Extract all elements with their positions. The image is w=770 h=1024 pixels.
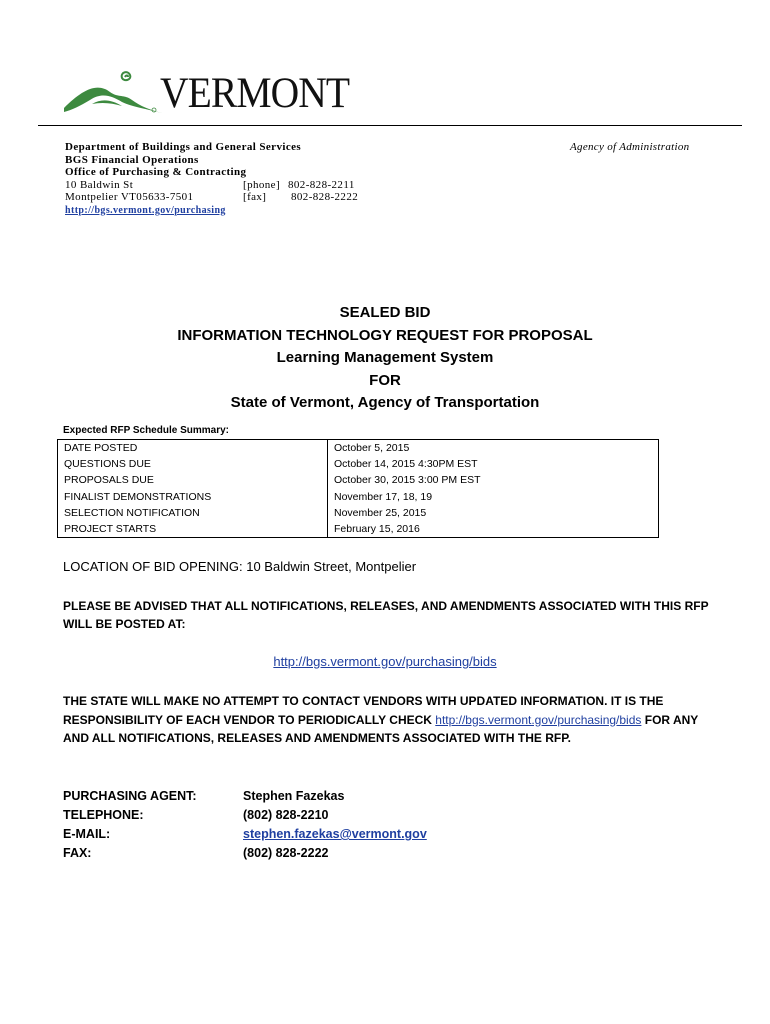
fax-row [63, 844, 329, 863]
schedule-row [58, 505, 659, 521]
telephone-row [63, 806, 329, 825]
schedule-date: October 30, 2015 3:00 PM EST [328, 472, 659, 488]
street: 10 Baldwin St [65, 178, 134, 191]
office-name: Office of Purchasing & Contracting [65, 166, 247, 178]
schedule-table [57, 439, 659, 538]
contact-block [63, 787, 427, 863]
title-line-5: State of Vermont, Agency of Transportation [230, 394, 540, 411]
email-link[interactable]: stephen.fazekas@vermont.gov [243, 827, 427, 841]
schedule-date: October 5, 2015 [328, 440, 659, 457]
schedule-date: November 17, 18, 19 [328, 489, 659, 505]
schedule-row [58, 489, 659, 505]
document-title [0, 302, 770, 415]
telephone-value: (802) 828-2210 [243, 808, 329, 822]
title-line-2: INFORMATION TECHNOLOGY REQUEST FOR PROPOSAL [177, 326, 593, 344]
schedule-item: QUESTIONS DUE [58, 456, 328, 472]
agent-label: PURCHASING AGENT: [63, 789, 197, 803]
title-line-1: SEALED BID [339, 304, 431, 321]
schedule-label: Expected RFP Schedule Summary: [63, 425, 229, 436]
title-line-3: Learning Management System [276, 349, 494, 366]
responsibility-notice [63, 692, 723, 748]
fax-value: (802) 828-2222 [243, 846, 329, 860]
schedule-date: October 14, 2015 4:30PM EST [328, 456, 659, 472]
notice-text-2: FOR ANY AND ALL NOTIFICATIONS, RELEASES AND AMENDMENTS ASSOCIATED WITH THE RFP. [63, 712, 699, 745]
city-row [65, 191, 359, 204]
agent-name: Stephen Fazekas [243, 789, 345, 803]
division-name: BGS Financial Operations [65, 153, 199, 166]
schedule-item: PROJECT STARTS [58, 521, 328, 538]
schedule-item: SELECTION NOTIFICATION [58, 505, 328, 521]
schedule-row [58, 456, 659, 472]
bid-opening-location: LOCATION OF BID OPENING: 10 Baldwin Street, Montpelier [63, 559, 417, 574]
advisory-notice: PLEASE BE ADVISED THAT ALL NOTIFICATIONS, RELEASES, AND AMENDMENTS ASSOCIATED WITH THIS RFP WILL BE POSTED AT: [63, 599, 709, 631]
email-row [63, 825, 427, 844]
mountain-icon [64, 88, 162, 113]
schedule-row [58, 472, 659, 488]
notice-bids-link[interactable]: http://bgs.vermont.gov/purchasing/bids [435, 712, 642, 727]
city: Montpelier VT05633-7501 [65, 191, 194, 203]
email-label: E-MAIL: [63, 827, 111, 841]
phone: 802-828-2211 [288, 178, 355, 191]
purchasing-link[interactable]: http://bgs.vermont.gov/purchasing [65, 204, 226, 216]
schedule-date: February 15, 2016 [328, 521, 659, 538]
brand-wordmark: VERMONT [160, 70, 350, 117]
fax-label: FAX: [63, 846, 92, 860]
schedule-item: FINALIST DEMONSTRATIONS [58, 489, 328, 505]
notice-text-1: THE STATE WILL MAKE NO ATTEMPT TO CONTACT VENDORS WITH UPDATED INFORMATION. IT IS THE RESPONSIBILITY OF EACH VENDOR TO PERIODICALLY CHECK [63, 694, 664, 727]
schedule-row [58, 440, 659, 457]
agency-name: Agency of Administration [570, 141, 690, 153]
schedule-item: DATE POSTED [58, 440, 328, 457]
phone-label: [phone] [243, 178, 281, 191]
fax: 802-828-2222 [291, 191, 359, 203]
telephone-label: TELEPHONE: [63, 808, 144, 822]
schedule-row [58, 521, 659, 538]
schedule-date: November 25, 2015 [328, 505, 659, 521]
department-name: Department of Buildings and General Services [65, 141, 302, 153]
bids-link-block [0, 654, 770, 669]
agent-row [63, 787, 345, 806]
letterhead-address [65, 141, 359, 217]
title-line-4: FOR [369, 371, 401, 389]
header-rule [38, 125, 742, 126]
fax-label: [fax] [243, 191, 267, 203]
bids-link[interactable]: http://bgs.vermont.gov/purchasing/bids [273, 654, 497, 669]
street-row [65, 178, 355, 192]
schedule-item: PROPOSALS DUE [58, 472, 328, 488]
